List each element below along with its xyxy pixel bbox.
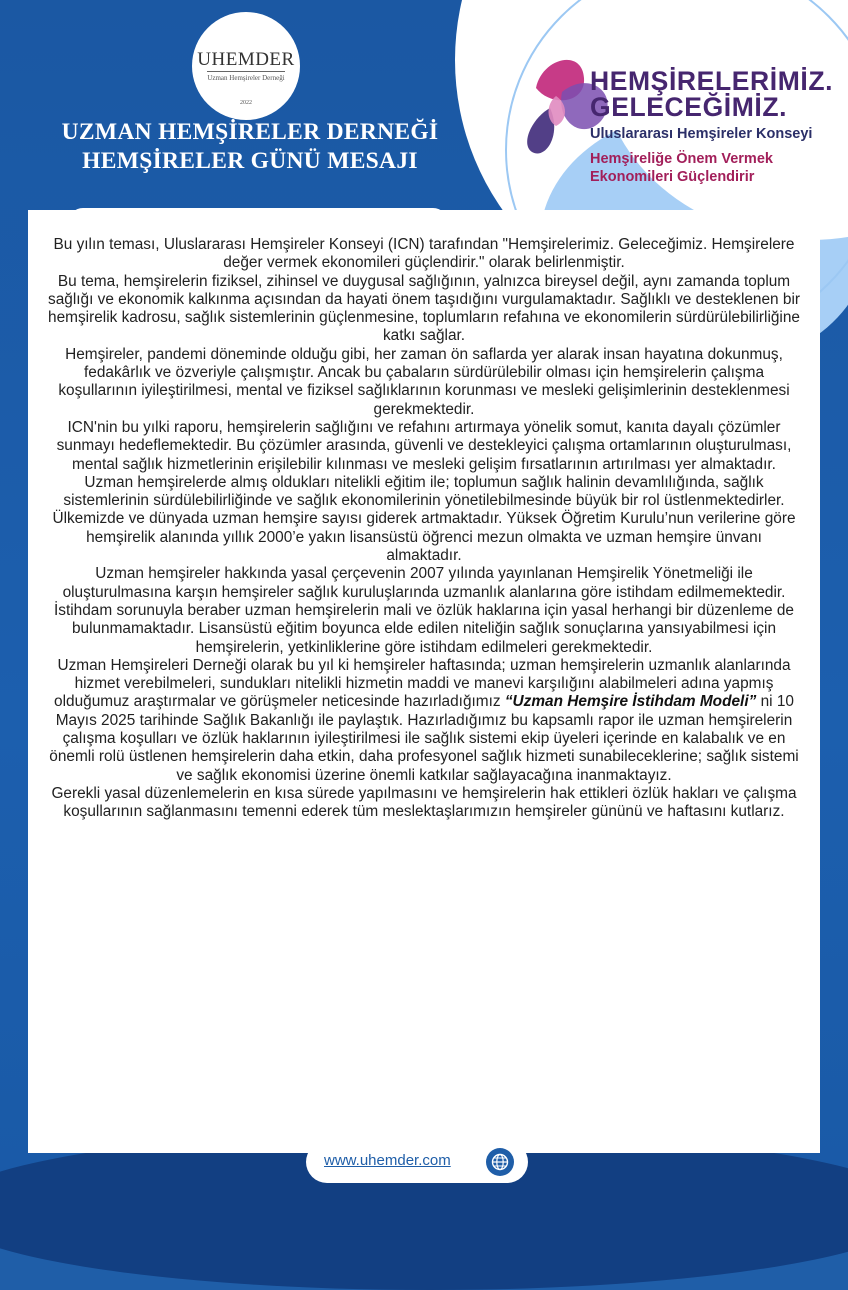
- globe-icon[interactable]: [486, 1148, 514, 1176]
- logo-subtitle: Uzman Hemşireler Derneği: [207, 71, 284, 82]
- paragraph-4: ICN'nin bu yılki raporu, hemşirelerin sağlığını ve refahını artırmaya yönelik somut, kanıta dayalı çözümler sunmayı hedeflemektedir. Bu çözümler arasında, güvenli ve destekleyici çalışma ortamlarının oluşturulması, mental sağlık hizmetlerinin erişilebilir kılınması ve mesleki gelişim fırsatlarının artırılması yer almaktadır.: [56, 418, 792, 473]
- paragraph-7: [48, 657, 800, 785]
- paragraph-8: Gerekli yasal düzenlemelerin en kısa sürede yapılmasını ve hemşirelerin hak ettikleri özlük hakları ve çalışma koşullarının sağlanmasını temenni ederek tüm meslektaşlarımızın hemşireler gününü ve haftasını kutlarız.: [51, 784, 797, 821]
- campaign-slogan: [590, 151, 773, 186]
- globe-icon-graphic: [491, 1153, 509, 1171]
- page-title: [40, 118, 460, 176]
- uhemder-logo: [192, 12, 300, 120]
- slogan-line-1: Hemşireliğe Önem Vermek: [590, 151, 773, 167]
- title-line-1: UZMAN HEMŞİRELER DERNEĞİ: [61, 119, 439, 145]
- logo-year: 2022: [240, 100, 252, 106]
- paragraph-7-end: ni 10 Mayıs 2025 tarihinde Sağlık Bakanlığı ile paylaştık. Hazırladığımız bu kapsamlı rapor ile uzman hemşirelerin çalışma koşulları ve özlük haklarının iyileştirilmesi ile sağlık sistemi ekip üyeleri içerinde en kalabalık ve en önemli rolü üstlenen hemşirelerin daha etkin, daha profesyonel sağlık hizmeti sunabileceklerine; sağlık sistemi ve sağlık ekonomisi üzerine önemli katkılar sağlayacağına inanmaktayız.: [49, 693, 799, 784]
- paragraph-5: Uzman hemşirelerde almış oldukları nitelikli eğitim ile; toplumun sağlık halinin devamlılığında, sağlık sistemlerinin sürdülebilirliğinde ve sağlık ekonomilerinin yönetilebilmesinde büyük bir rol üstlenmektedirler. Ülkemizde ve dünyada uzman hemşire sayısı giderek artmaktadır. Yüksek Öğretim Kurulu’nun verilerine göre hemşirelik alanında yıllık 2000’e yakın lisansüstü öğrenci mezun olmakta ve uzman hemşire ünvanı almaktadır.: [52, 473, 796, 565]
- slogan-line-2: Ekonomileri Güçlendirir: [590, 168, 755, 185]
- paragraph-2: Bu tema, hemşirelerin fiziksel, zihinsel ve duygusal sağlığının, yalnızca bireysel değil, aynı zamanda toplum sağlığı ve ekonomik kalkınma açısından da hayati önem taşıdığını vurgulamaktadır. Sağlıklı ve desteklenen bir hemşirelik kadrosu, sağlık sistemlerinin güçlenmesine, toplumların refahına ve ekonomilerin sürdürülebilirliğine katkı sağlar.: [48, 272, 800, 345]
- title-line-2: HEMŞİRELER GÜNÜ MESAJI: [82, 148, 418, 174]
- message-body: [48, 236, 800, 822]
- campaign-line-1: HEMŞİRELERİMİZ.: [590, 66, 834, 96]
- footer-pill[interactable]: [306, 1141, 528, 1183]
- campaign-organization: Uluslararası Hemşireler Konseyi: [590, 126, 813, 142]
- paragraph-3: Hemşireler, pandemi döneminde olduğu gibi, her zaman ön saflarda yer alarak insan hayatına dokunmuş, fedakârlık ve özveriyle çalışmıştır. Ancak bu çabaların sürdürülebilir olması için hemşirelerin çalışma koşullarının iyileştirilmesi, mental ve fiziksel sağlıklarının korunması ve mesleki gelişimlerinin desteklenmesi gerekmektedir.: [58, 345, 790, 418]
- campaign-headline: [590, 68, 833, 120]
- icn-campaign-logo: [522, 48, 842, 198]
- logo-name: UHEMDER: [197, 49, 295, 70]
- paragraph-7-start: Uzman Hemşireleri Derneği olarak bu yıl ki hemşireler haftasında; uzman hemşirelerin uzmanlık alanlarında hizmet verebilmeleri, sundukları nitelikli hizmetin maddi ve manevi karşılığını alabilmeleri adına yapmış olduğumuz araştırmalar ve görüşmeler neticesinde hazırladığımız: [54, 656, 791, 711]
- paragraph-6: Uzman hemşireler hakkında yasal çerçevenin 2007 yılında yayınlanan Hemşirelik Yönetmeliği ile oluşturulmasına karşın hemşireler sağlık kuruluşlarında uzmanlık alanlarına göre istihdam edilmemektedir. İstihdam sorunuyla beraber uzman hemşirelerin mali ve özlük haklarına için yasal herhangi bir düzenleme de bulunmamaktadır. Lisansüstü eğitim boyunca elde edilen niteliğin sağlık sonuçlarına yansıyabilmesi için hemşirelerin, yetkinliklerine göre istihdam edilmeleri gerekmektedir.: [54, 565, 794, 656]
- paragraph-1: Bu yılın teması, Uluslararası Hemşireler Konseyi (ICN) tarafından "Hemşirelerimiz. Geleceğimiz. Hemşirelere değer vermek ekonomileri güçlendirir." olarak belirlenmiştir.: [53, 236, 795, 272]
- website-link[interactable]: www.uhemder.com: [324, 1152, 451, 1169]
- campaign-line-2: GELECEĞİMİZ.: [590, 92, 788, 122]
- employment-model-title: “Uzman Hemşire İstihdam Modeli”: [504, 693, 757, 711]
